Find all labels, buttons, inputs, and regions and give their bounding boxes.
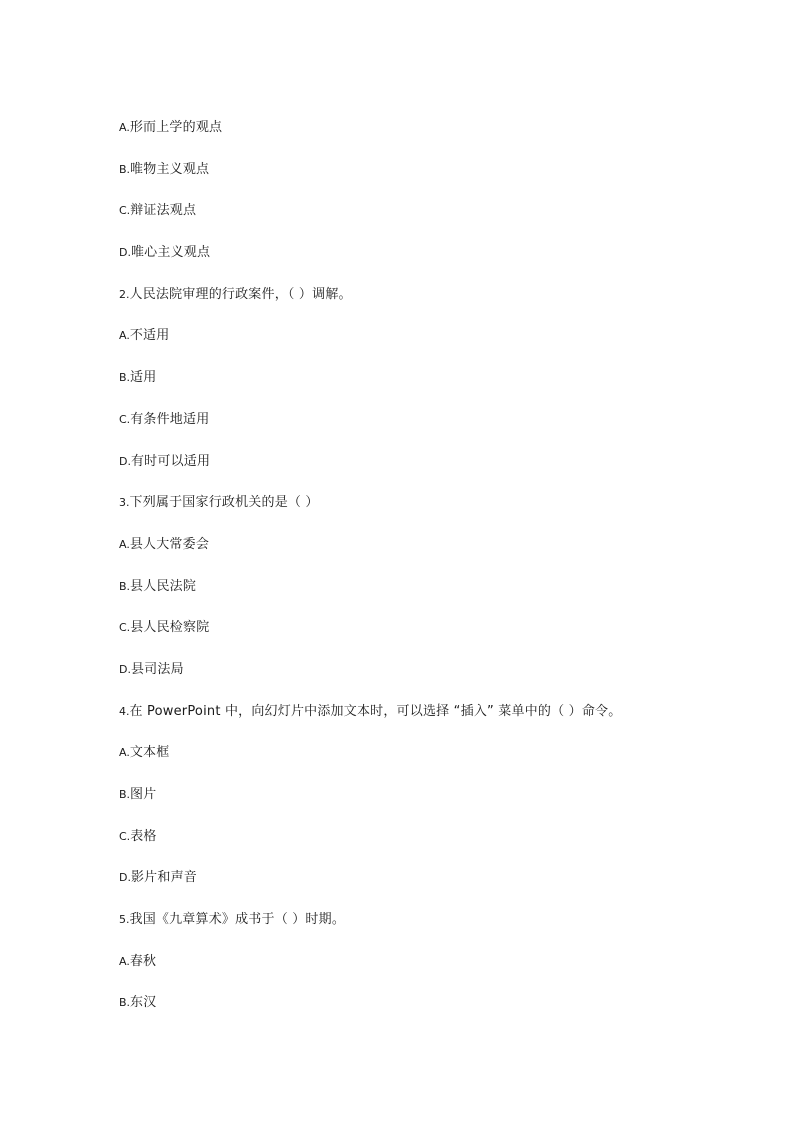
option-text: 有时可以适用 [130,453,211,469]
question-list [119,118,719,1035]
option-label: D. [119,871,131,885]
option-line [119,368,719,410]
question-text: 下列属于国家行政机关的是（ ） [129,495,319,511]
option-text: 不适用 [129,328,170,344]
option-text: 形而上学的观点 [129,120,223,135]
question-number: 5. [119,913,130,927]
option-line [119,160,719,202]
option-text: 辩证法观点 [130,203,197,219]
option-line [119,577,719,619]
option-label: B. [119,371,131,385]
question-line [119,702,719,744]
question-line [119,910,719,952]
option-text: 县司法局 [130,661,184,677]
option-line [119,952,719,994]
option-label: C. [119,829,131,843]
option-label: B. [119,162,131,176]
option-text: 唯心主义观点 [130,245,211,261]
option-label: B. [119,996,131,1010]
question-text: 在 PowerPoint 中，向幻灯片中添加文本时，可以选择 “插入” 菜单中的（ ）命令。 [129,703,622,719]
question-line [119,493,719,535]
option-text: 有条件地适用 [130,411,210,427]
option-line [119,785,719,827]
option-text: 文本框 [129,745,170,761]
option-text: 东汉 [130,995,157,1011]
option-line [119,660,719,702]
question-line [119,285,719,327]
option-text: 适用 [130,370,157,386]
option-text: 县人民法院 [130,578,197,594]
option-line [119,618,719,660]
option-label: A. [119,121,130,134]
option-line [119,410,719,452]
option-label: A. [119,537,130,551]
option-text: 图片 [130,787,157,802]
option-text: 影片和声音 [130,870,197,886]
option-label: C. [119,412,131,426]
option-line [119,743,719,785]
option-line [119,868,719,910]
option-label: A. [119,746,130,760]
option-label: D. [119,246,131,260]
option-line [119,993,719,1035]
question-number: 4. [119,704,130,718]
option-label: C. [119,204,131,218]
option-label: A. [119,954,130,968]
option-label: C. [119,621,131,635]
option-line [119,243,719,285]
option-line [119,452,719,494]
option-line [119,118,719,160]
question-text: 我国《九章算术》成书于（ ）时期。 [129,912,346,928]
option-line [119,535,719,577]
option-text: 县人民检察院 [130,620,210,636]
question-number: 3. [119,496,130,510]
option-line [119,201,719,243]
option-label: B. [119,788,131,801]
option-line [119,827,719,869]
option-label: D. [119,454,131,468]
question-text: 人民法院审理的行政案件，（ ）调解。 [129,286,352,302]
option-line [119,326,719,368]
option-text: 唯物主义观点 [130,161,210,177]
option-text: 县人大常委会 [129,536,210,552]
option-label: B. [119,579,131,593]
option-text: 春秋 [129,953,157,969]
option-label: D. [119,662,131,676]
option-text: 表格 [130,828,157,844]
question-number: 2. [119,287,130,301]
option-label: A. [119,329,130,343]
